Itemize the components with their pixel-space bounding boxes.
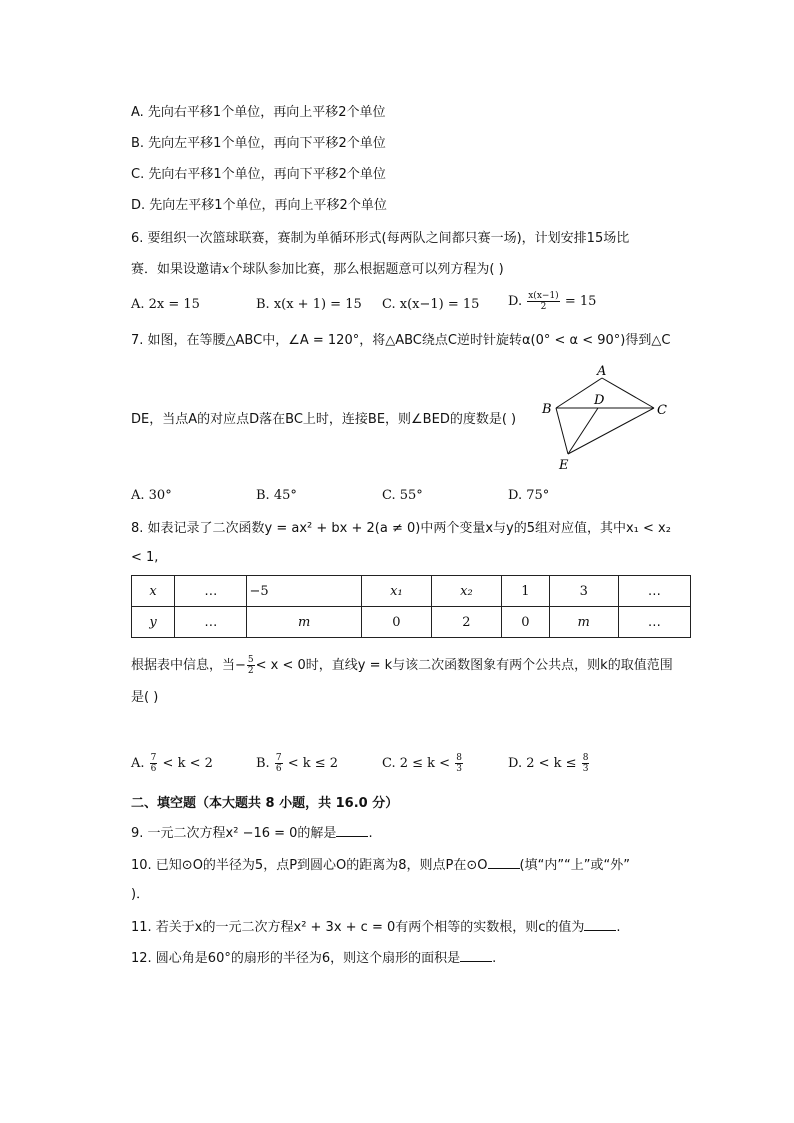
q8-option-b-ineq: < k ≤ 2 bbox=[287, 756, 339, 771]
q8-line3-fraction bbox=[247, 655, 255, 676]
q5-option-a: A. 先向右平移1个单位，再向上平移2个单位 bbox=[131, 105, 386, 120]
q8-stem-line4: 是( ) bbox=[131, 690, 159, 705]
q6-option-d bbox=[508, 291, 596, 312]
q8-line3-post: < x < 0时，直线y = k与该二次函数图象有两个公共点，则k的取值范围 bbox=[255, 658, 673, 673]
answer-blank[interactable] bbox=[336, 823, 368, 837]
q6-option-b: B. x(x + 1) = 15 bbox=[256, 297, 362, 312]
q6-stem-line1: 6. 要组织一次篮球联赛，赛制为单循环形式(每两队之间都只赛一场)，计划安排15场比 bbox=[131, 231, 630, 246]
table-cell: 1 bbox=[501, 576, 549, 607]
fraction-denominator: 2 bbox=[540, 302, 547, 312]
q6-option-d-fraction bbox=[527, 291, 559, 312]
fraction-numerator: 8 bbox=[456, 753, 462, 763]
fraction-7-6 bbox=[275, 753, 283, 774]
q8-option-a-ineq: < k < 2 bbox=[162, 756, 213, 771]
q6-option-c: C. x(x−1) = 15 bbox=[382, 297, 480, 312]
q12-end: . bbox=[492, 951, 497, 966]
q5-option-d: D. 先向左平移1个单位，再向上平移2个单位 bbox=[131, 198, 387, 213]
label-d: D bbox=[594, 393, 605, 408]
q12-stem bbox=[131, 948, 496, 968]
table-cell: 0 bbox=[501, 607, 549, 638]
q6-stem-pre: 赛．如果设邀请 bbox=[131, 262, 223, 277]
table-cell: x₁ bbox=[361, 576, 431, 607]
q6-option-d-rhs: = 15 bbox=[564, 294, 597, 309]
table-row-x bbox=[132, 576, 691, 607]
table-cell: 3 bbox=[549, 576, 618, 607]
q8-option-c bbox=[382, 753, 464, 774]
label-a: A bbox=[597, 364, 607, 379]
label-c: C bbox=[657, 403, 667, 418]
q6-stem-post: 个球队参加比赛，那么根据题意可以列方程为( ) bbox=[229, 262, 504, 277]
q11-end: . bbox=[616, 920, 621, 935]
table-cell: 2 bbox=[431, 607, 501, 638]
table-cell: … bbox=[618, 607, 690, 638]
q6-stem-var: x bbox=[222, 262, 230, 277]
fraction-7-6 bbox=[150, 753, 158, 774]
q8-option-d bbox=[508, 753, 590, 774]
table-cell: … bbox=[175, 607, 247, 638]
q7-option-c: C. 55° bbox=[382, 488, 423, 503]
table-cell: … bbox=[618, 576, 690, 607]
q5-option-b: B. 先向左平移1个单位，再向下平移2个单位 bbox=[131, 136, 386, 151]
q11-stem bbox=[131, 917, 621, 937]
fraction-8-3 bbox=[455, 753, 463, 774]
fraction-denominator: 6 bbox=[150, 764, 157, 774]
q6-stem-line2 bbox=[131, 261, 504, 279]
fraction-denominator: 6 bbox=[275, 764, 282, 774]
q10-stem bbox=[131, 855, 630, 875]
q8-option-d-ineq: D. 2 < k ≤ bbox=[508, 756, 577, 771]
q9-text: 9. 一元二次方程x² −16 = 0的解是 bbox=[131, 826, 337, 841]
q7-stem-line1: 7. 如图，在等腰△ABC中，∠A = 120°，将△ABC绕点C逆时针旋转α(0° < α < 90°)得到△C bbox=[131, 333, 671, 348]
fraction-8-3 bbox=[582, 753, 590, 774]
q10-stem-line2: )． bbox=[131, 887, 150, 902]
table-cell: 0 bbox=[361, 607, 431, 638]
fraction-numerator: 7 bbox=[150, 753, 157, 763]
table-cell: … bbox=[175, 576, 247, 607]
q11-text: 11. 若关于x的一元二次方程x² + 3x + c = 0有两个相等的实数根，则c的值为 bbox=[131, 920, 585, 935]
q6-option-d-label: D. bbox=[508, 294, 523, 309]
q7-option-d: D. 75° bbox=[508, 488, 550, 503]
answer-blank[interactable] bbox=[584, 917, 616, 931]
fraction-numerator: 5 bbox=[247, 655, 254, 665]
table-cell: x bbox=[132, 576, 175, 607]
fraction-numerator: 7 bbox=[275, 753, 282, 763]
q8-option-a bbox=[131, 753, 213, 774]
table-row-y bbox=[132, 607, 691, 638]
q8-option-a-label: A. bbox=[131, 756, 145, 771]
label-b: B bbox=[542, 402, 552, 417]
fraction-numerator: 8 bbox=[582, 753, 589, 763]
fraction-denominator: 3 bbox=[582, 764, 589, 774]
q5-option-c: C. 先向右平移1个单位，再向下平移2个单位 bbox=[131, 167, 386, 182]
answer-blank[interactable] bbox=[460, 948, 492, 962]
q9-end: . bbox=[368, 826, 373, 841]
q7-triangle-figure bbox=[533, 362, 673, 477]
q8-option-b bbox=[256, 753, 338, 774]
q8-option-b-label: B. bbox=[256, 756, 270, 771]
q8-stem-line1: 8. 如表记录了二次函数y = ax² + bx + 2(a ≠ 0)中两个变量x与y的5组对应值，其中x₁ < x₂ bbox=[131, 521, 671, 536]
table-cell: m bbox=[549, 607, 618, 638]
q12-text: 12. 圆心角是60°的扇形的半径为6，则这个扇形的面积是 bbox=[131, 951, 461, 966]
q8-stem-line2: < 1, bbox=[131, 550, 159, 565]
edge-ce bbox=[568, 408, 654, 454]
fraction-numerator: x(x−1) bbox=[528, 291, 559, 301]
q7-stem-line2: DE，当点A的对应点D落在BC上时，连接BE，则∠BED的度数是( ) bbox=[131, 412, 517, 427]
table-cell: m bbox=[247, 607, 362, 638]
fraction-denominator: 3 bbox=[456, 764, 462, 774]
q10-text: 10. 已知⊙O的半径为5，点P到圆心O的距离为8，则点P在⊙O bbox=[131, 858, 488, 873]
q7-option-b: B. 45° bbox=[256, 488, 297, 503]
edge-de bbox=[568, 408, 598, 454]
edge-be bbox=[556, 408, 568, 454]
fraction-denominator: 2 bbox=[247, 666, 254, 676]
table-cell: −5 bbox=[247, 576, 362, 607]
section-heading-fill-in: 二、填空题（本大题共 8 小题，共 16.0 分） bbox=[131, 796, 399, 811]
q8-stem-line3 bbox=[131, 655, 673, 676]
q8-line3-pre: 根据表中信息，当− bbox=[131, 658, 246, 673]
q10-hint: (填“内”“上”或“外” bbox=[519, 858, 630, 873]
label-e: E bbox=[559, 458, 569, 473]
q8-value-table bbox=[131, 575, 691, 638]
q8-option-c-ineq: C. 2 ≤ k < bbox=[382, 756, 451, 771]
answer-blank[interactable] bbox=[488, 855, 520, 869]
table-cell: y bbox=[132, 607, 175, 638]
q9-stem bbox=[131, 823, 373, 843]
q7-option-a: A. 30° bbox=[131, 488, 172, 503]
table-cell: x₂ bbox=[431, 576, 501, 607]
edge-ac bbox=[602, 378, 654, 408]
q6-option-a: A. 2x = 15 bbox=[131, 297, 200, 312]
